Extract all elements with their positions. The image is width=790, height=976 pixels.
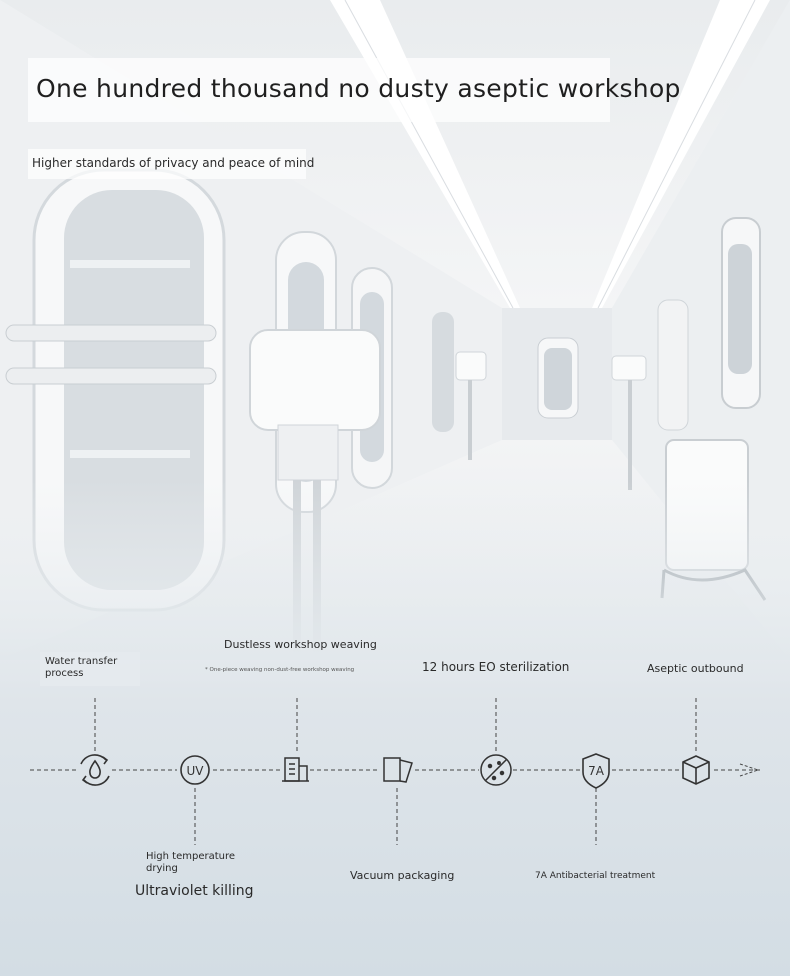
vacuum-package-icon [384,758,412,782]
page-subtitle: Higher standards of privacy and peace of mind [32,156,315,170]
label-eo-sterilization: 12 hours EO sterilization [422,660,570,674]
shield-7a-icon [583,754,609,788]
label-water-transfer: Water transfer process [45,656,118,679]
uv-icon-text: UV [186,764,204,778]
label-dustless-note: * One-piece weaving non-dust-free workshop weaving [205,667,355,673]
label-aseptic-outbound: Aseptic outbound [647,662,744,675]
label-dustless-weaving: Dustless workshop weaving [224,638,377,651]
page-title: One hundred thousand no dusty aseptic workshop [36,74,681,103]
water-cycle-icon [81,755,109,785]
flow-connectors [30,698,760,845]
label-high-temp-drying: High temperature drying [146,851,236,874]
uv-icon [181,756,209,784]
label-ultraviolet-killing: Ultraviolet killing [135,883,254,899]
box-icon [683,756,709,784]
label-vacuum-packaging: Vacuum packaging [350,869,455,882]
process-flow [0,690,790,850]
label-antibacterial: 7A Antibacterial treatment [535,871,656,881]
building-icon [282,758,309,781]
shield-icon-text: 7A [588,764,604,778]
sterilization-icon [481,755,511,785]
